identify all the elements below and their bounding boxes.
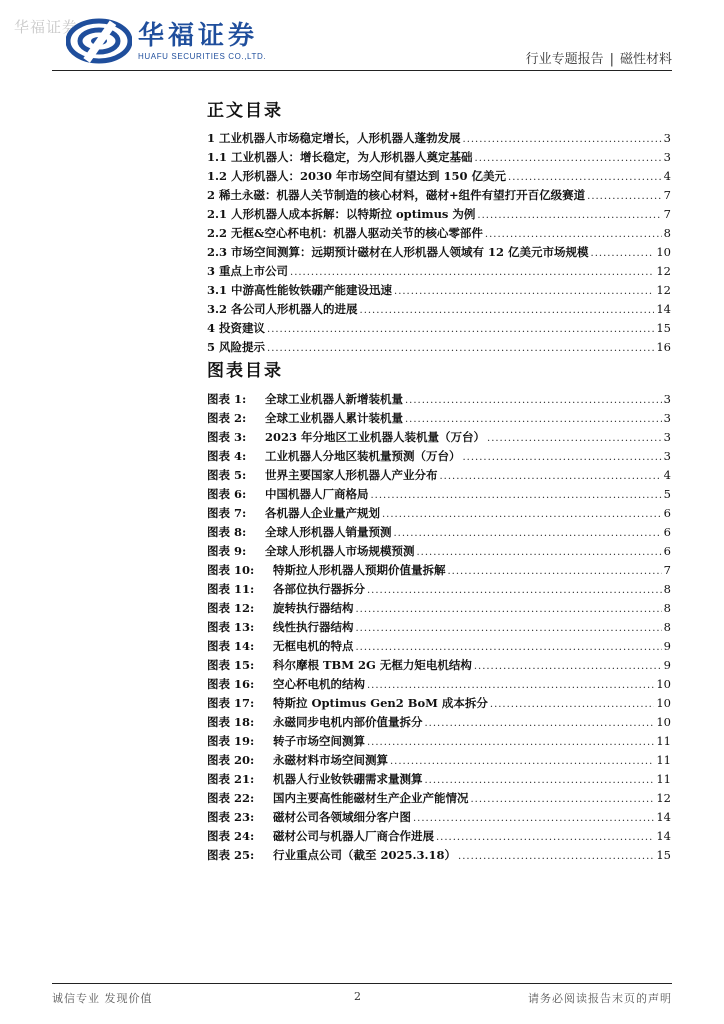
- figure-entry-label: 各部位执行器拆分: [273, 582, 365, 596]
- figure-number: 图表 5:: [207, 468, 247, 482]
- figure-entry-page: 14: [656, 829, 671, 843]
- company-logo-icon: [66, 18, 132, 68]
- figure-entry[interactable]: [207, 410, 671, 429]
- figure-entry-label: 2023 年分地区工业机器人装机量（万台）: [265, 430, 486, 444]
- figure-entry[interactable]: [207, 543, 671, 562]
- figure-number: 图表 7:: [207, 506, 247, 520]
- figure-entry-page: 11: [656, 734, 671, 748]
- figure-entry[interactable]: [207, 733, 671, 752]
- figure-entry-text: [207, 581, 365, 597]
- figure-leader-dots: [367, 585, 662, 596]
- figure-entry-page: 8: [663, 582, 671, 596]
- figure-entry[interactable]: [207, 771, 671, 790]
- toc-entry[interactable]: [207, 320, 671, 339]
- figure-entry-page: 6: [663, 525, 671, 539]
- footer-slogan: 诚信专业 发现价值: [52, 992, 153, 1005]
- toc-entry-page: 12: [656, 264, 671, 278]
- figure-entry-page: 10: [656, 715, 671, 729]
- figure-leader-dots: [382, 509, 662, 520]
- footer-disclaimer: 请务必阅读报告末页的声明: [528, 992, 672, 1005]
- figure-entry-label: 特斯拉 Optimus Gen2 BoM 成本拆分: [273, 696, 488, 710]
- figure-number: 图表 1:: [207, 392, 247, 406]
- figure-entry[interactable]: [207, 619, 671, 638]
- figure-leader-dots: [405, 414, 662, 425]
- figure-leader-dots: [490, 699, 654, 710]
- figure-entry[interactable]: [207, 790, 671, 809]
- figure-entry[interactable]: [207, 429, 671, 448]
- toc-entry-label: 1.2 人形机器人：2030 年市场空间有望达到 150 亿美元: [207, 169, 507, 183]
- toc-entry-label: 4 投资建议: [207, 321, 266, 335]
- toc-entry-page: 8: [663, 226, 671, 240]
- toc-entry-page: 3: [663, 150, 671, 164]
- figure-number: 图表 16:: [207, 677, 255, 691]
- figure-entry-text: [207, 714, 423, 730]
- toc-leader-dots: [463, 134, 662, 145]
- toc-leader-dots: [394, 286, 654, 297]
- figure-entry-label: 线性执行器结构: [273, 620, 354, 634]
- figure-entry[interactable]: [207, 695, 671, 714]
- toc-title: 正文目录: [207, 101, 283, 121]
- toc-entry-page: 16: [656, 340, 671, 354]
- figure-entry-label: 永磁同步电机内部价值量拆分: [273, 715, 423, 729]
- figure-number: 图表 9:: [207, 544, 247, 558]
- figure-leader-dots: [394, 528, 662, 539]
- figure-entry-label: 中国机器人厂商格局: [265, 487, 369, 501]
- figure-number: 图表 15:: [207, 658, 255, 672]
- brand: [138, 22, 266, 61]
- toc-entry-page: 10: [656, 245, 671, 259]
- figure-entry-page: 14: [656, 810, 671, 824]
- figure-entry-label: 全球工业机器人累计装机量: [265, 411, 403, 425]
- figure-leader-dots: [425, 718, 655, 729]
- figure-entry[interactable]: [207, 847, 671, 866]
- toc-entry-page: 15: [656, 321, 671, 335]
- report-sector: 磁性材料: [619, 52, 672, 67]
- toc-entry[interactable]: [207, 168, 671, 187]
- figure-entry-text: [207, 524, 392, 540]
- toc-entry-label: 2.1 人形机器人成本拆解：以特斯拉 optimus 为例: [207, 207, 476, 221]
- figure-entry-page: 3: [663, 449, 671, 463]
- figure-entry-text: [207, 847, 456, 863]
- toc-entry[interactable]: [207, 225, 671, 244]
- figure-leader-dots: [425, 775, 655, 786]
- figure-entry-text: [207, 790, 469, 806]
- figure-entry[interactable]: [207, 448, 671, 467]
- toc-entry-page: 14: [656, 302, 671, 316]
- toc-entry[interactable]: [207, 301, 671, 320]
- figure-entry-page: 5: [663, 487, 671, 501]
- toc-leader-dots: [485, 229, 662, 240]
- toc-entry-page: 7: [663, 207, 671, 221]
- figure-number: 图表 10:: [207, 563, 255, 577]
- figure-entry-page: 11: [656, 753, 671, 767]
- figure-entry[interactable]: [207, 828, 671, 847]
- report-type: 行业专题报告: [525, 52, 604, 67]
- figure-leader-dots: [356, 623, 662, 634]
- toc-entry[interactable]: [207, 244, 671, 263]
- figure-entry[interactable]: [207, 657, 671, 676]
- brand-name-cn: 华福证券: [138, 21, 259, 51]
- toc-entry-label: 1.1 工业机器人：增长稳定，为人形机器人奠定基础: [207, 150, 473, 164]
- figure-entry-text: [207, 486, 369, 502]
- figure-entry-label: 特斯拉人形机器人预期价值量拆解: [273, 563, 446, 577]
- figure-entry-label: 工业机器人分地区装机量预测（万台）: [265, 449, 461, 463]
- toc-entry[interactable]: [207, 130, 671, 149]
- figure-entry-label: 转子市场空间测算: [273, 734, 365, 748]
- footer-divider: [52, 983, 672, 984]
- figure-leader-dots: [367, 680, 654, 691]
- figure-entry-text: [207, 733, 365, 749]
- figure-entry-label: 空心杯电机的结构: [273, 677, 365, 691]
- toc-leader-dots: [587, 191, 662, 202]
- figure-number: 图表 20:: [207, 753, 255, 767]
- figure-entry-page: 6: [663, 544, 671, 558]
- header-divider: [52, 70, 672, 71]
- figure-entry-page: 12: [656, 791, 671, 805]
- figure-entry[interactable]: [207, 486, 671, 505]
- toc-leader-dots: [267, 324, 654, 335]
- figure-number: 图表 24:: [207, 829, 255, 843]
- figure-entry-label: 全球工业机器人新增装机量: [265, 392, 403, 406]
- toc-entry-label: 2.3 市场空间测算：远期预计磁材在人形机器人领域有 12 亿美元市场规模: [207, 245, 589, 259]
- figure-entry-label: 各机器人企业量产规划: [265, 506, 380, 520]
- toc-entry[interactable]: [207, 282, 671, 301]
- toc-leader-dots: [290, 267, 654, 278]
- figure-leader-dots: [356, 604, 662, 615]
- toc-entry[interactable]: [207, 206, 671, 225]
- figure-entry-text: [207, 809, 411, 825]
- toc-entry[interactable]: [207, 263, 671, 282]
- figure-number: 图表 21:: [207, 772, 255, 786]
- figure-entry[interactable]: [207, 562, 671, 581]
- figure-entry-page: 3: [663, 430, 671, 444]
- figure-leader-dots: [356, 642, 662, 653]
- figure-leader-dots: [487, 433, 662, 444]
- figure-entry[interactable]: [207, 638, 671, 657]
- watermark: 华福证券: [14, 18, 79, 36]
- figure-number: 图表 25:: [207, 848, 255, 862]
- figure-entry-text: [207, 391, 403, 407]
- figure-leader-dots: [405, 395, 662, 406]
- figure-leader-dots: [413, 813, 654, 824]
- figure-leader-dots: [390, 756, 654, 767]
- figure-entry-text: [207, 676, 365, 692]
- brand-name-en: HUAFU SECURITIES CO.,LTD.: [138, 52, 267, 61]
- toc-leader-dots: [475, 153, 662, 164]
- figure-leader-dots: [417, 547, 662, 558]
- figure-entry-text: [207, 619, 354, 635]
- report-header: 行业专题报告 | 磁性材料: [525, 52, 672, 67]
- figure-entry-label: 机器人行业钕铁硼需求量测算: [273, 772, 423, 786]
- figure-number: 图表 6:: [207, 487, 247, 501]
- figure-entry-text: [207, 771, 423, 787]
- figure-leader-dots: [436, 832, 654, 843]
- toc-entry-page: 3: [663, 131, 671, 145]
- figure-entry-text: [207, 562, 446, 578]
- figure-entry[interactable]: [207, 676, 671, 695]
- figure-entry[interactable]: [207, 524, 671, 543]
- figure-entry[interactable]: [207, 752, 671, 771]
- figure-number: 图表 2:: [207, 411, 247, 425]
- figure-entry-text: [207, 467, 438, 483]
- figure-entry-text: [207, 543, 415, 559]
- toc-entry-page: 4: [663, 169, 671, 183]
- figure-entry-label: 全球人形机器人销量预测: [265, 525, 392, 539]
- figure-entry-page: 4: [663, 468, 671, 482]
- figure-entry-label: 无框电机的特点: [273, 639, 354, 653]
- figure-entry-page: 10: [656, 677, 671, 691]
- figure-entry[interactable]: [207, 505, 671, 524]
- figure-entry-text: [207, 448, 461, 464]
- figure-leader-dots: [448, 566, 662, 577]
- figures-title: 图表目录: [207, 361, 283, 381]
- toc-entry-label: 3.2 各公司人形机器人的进展: [207, 302, 358, 316]
- toc-entry-label: 3 重点上市公司: [207, 264, 289, 278]
- figure-entry-text: [207, 657, 472, 673]
- figure-entry-page: 3: [663, 411, 671, 425]
- figure-entry-label: 旋转执行器结构: [273, 601, 354, 615]
- toc-entry[interactable]: [207, 187, 671, 206]
- figure-entry[interactable]: [207, 391, 671, 410]
- figure-entry-text: [207, 429, 485, 445]
- figure-entry-page: 8: [663, 620, 671, 634]
- toc-leader-dots: [508, 172, 662, 183]
- page-number: 2: [354, 990, 361, 1003]
- figures-list: [207, 391, 671, 866]
- toc-leader-dots: [477, 210, 661, 221]
- toc-entry-label: 5 风险提示: [207, 340, 266, 354]
- figure-number: 图表 17:: [207, 696, 255, 710]
- figure-entry-text: [207, 752, 388, 768]
- figure-entry-text: [207, 828, 434, 844]
- toc-entry-label: 2 稀土永磁：机器人关节制造的核心材料，磁材+组件有望打开百亿级赛道: [207, 188, 586, 202]
- figure-entry-text: [207, 638, 354, 654]
- figure-entry-page: 15: [656, 848, 671, 862]
- figure-entry[interactable]: [207, 467, 671, 486]
- figure-entry-text: [207, 600, 354, 616]
- figure-entry-label: 永磁材料市场空间测算: [273, 753, 388, 767]
- figure-leader-dots: [458, 851, 654, 862]
- figure-entry-page: 3: [663, 392, 671, 406]
- figure-entry-page: 6: [663, 506, 671, 520]
- toc-entry-label: 1 工业机器人市场稳定增长，人形机器人蓬勃发展: [207, 131, 461, 145]
- figure-entry-label: 行业重点公司（截至 2025.3.18）: [273, 848, 457, 862]
- figure-entry-label: 磁材公司各领域细分客户图: [273, 810, 411, 824]
- toc-leader-dots: [591, 248, 655, 259]
- figure-number: 图表 3:: [207, 430, 247, 444]
- figure-entry-page: 7: [663, 563, 671, 577]
- figure-leader-dots: [471, 794, 655, 805]
- figure-entry-page: 9: [663, 639, 671, 653]
- figure-entry-label: 科尔摩根 TBM 2G 无框力矩电机结构: [273, 658, 472, 672]
- toc-leader-dots: [267, 343, 654, 354]
- toc-entry-page: 12: [656, 283, 671, 297]
- figure-leader-dots: [463, 452, 662, 463]
- figure-number: 图表 12:: [207, 601, 255, 615]
- figure-entry-text: [207, 410, 403, 426]
- figure-entry[interactable]: [207, 581, 671, 600]
- figure-number: 图表 4:: [207, 449, 247, 463]
- figure-leader-dots: [474, 661, 662, 672]
- figure-number: 图表 8:: [207, 525, 247, 539]
- figure-entry-label: 全球人形机器人市场规模预测: [265, 544, 415, 558]
- figure-entry-label: 国内主要高性能磁材生产企业产能情况: [273, 791, 469, 805]
- figure-entry-page: 8: [663, 601, 671, 615]
- figure-entry-label: 磁材公司与机器人厂商合作进展: [273, 829, 434, 843]
- figure-number: 图表 14:: [207, 639, 255, 653]
- figure-entry-text: [207, 505, 380, 521]
- toc-entry-label: 2.2 无框&空心杯电机：机器人驱动关节的核心零部件: [207, 226, 483, 240]
- figure-entry-page: 10: [656, 696, 671, 710]
- figure-entry[interactable]: [207, 809, 671, 828]
- figure-entry-page: 11: [656, 772, 671, 786]
- figure-leader-dots: [371, 490, 662, 501]
- figure-number: 图表 11:: [207, 582, 255, 596]
- figure-entry[interactable]: [207, 600, 671, 619]
- figure-number: 图表 13:: [207, 620, 255, 634]
- figure-leader-dots: [367, 737, 654, 748]
- toc-entry-label: 3.1 中游高性能钕铁硼产能建设迅速: [207, 283, 393, 297]
- figure-number: 图表 19:: [207, 734, 255, 748]
- toc-list: [207, 130, 671, 358]
- figure-entry-text: [207, 695, 488, 711]
- figure-entry[interactable]: [207, 714, 671, 733]
- toc-entry-page: 7: [663, 188, 671, 202]
- figure-number: 图表 22:: [207, 791, 255, 805]
- figure-number: 图表 23:: [207, 810, 255, 824]
- toc-entry[interactable]: [207, 149, 671, 168]
- figure-leader-dots: [440, 471, 662, 482]
- figure-entry-page: 9: [663, 658, 671, 672]
- toc-leader-dots: [360, 305, 655, 316]
- figure-number: 图表 18:: [207, 715, 255, 729]
- figure-entry-label: 世界主要国家人形机器人产业分布: [265, 468, 438, 482]
